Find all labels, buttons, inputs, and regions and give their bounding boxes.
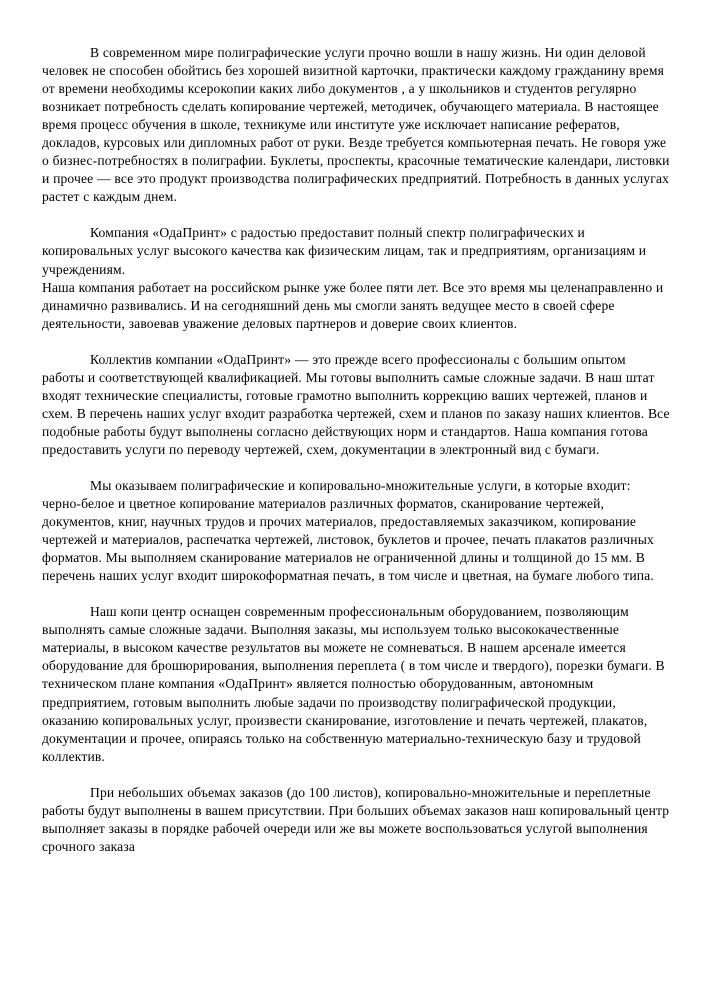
paragraph-spacer xyxy=(42,585,670,603)
paragraph-2-intro: Компания «ОдаПринт» с радостью предоставит полный спектр полиграфических и копировальных услуг высокого качества как физическим лицам, так и предприятиям, организациям и учреждениям. xyxy=(42,225,647,277)
paragraph-5: Наш копи центр оснащен современным профессиональным оборудованием, позволяющим выполнять самые сложные задачи. Выполняя заказы, мы используем только высококачественные материалы, в высоком качестве результатов вы можете не сомневаться. В нашем арсенале имеется оборудование для брошюрирования, выполнения переплета ( в том числе и твердого), порезки бумаги. В техническом плане компания «ОдаПринт» является полностью оборудованным, автономным предприятием, готовым выполнить любые задачи по производству полиграфической продукции, оказанию копировальных услуг, произвести сканирование, изготовление и печать чертежей, плакатов, документации и прочее, опираясь только на собственную материально-техническую базу и трудовой коллектив. xyxy=(42,604,665,764)
paragraph-3: Коллектив компании «ОдаПринт» — это прежде всего профессионалы с большим опытом работы и соответствующей квалификацией. Мы готовы выполнить самые сложные задачи. В наш штат входят технические специалисты, готовые грамотно выполнить коррекцию ваших чертежей, планов и схем. В перечень наших услуг входит разработка чертежей, схем и планов по заказу наших клиентов. Все подобные работы будут выполнены согласно действующих норм и стандартов. Наша компания готова предоставить услуги по переводу чертежей, схем, документации в электронный вид с бумаги. xyxy=(42,351,670,457)
paragraph-spacer xyxy=(42,333,670,351)
paragraph-spacer xyxy=(42,206,670,224)
paragraph-1: В современном мире полиграфические услуги прочно вошли в нашу жизнь. Ни один деловой человек не способен обойтись без хорошей визитной карточки, практически каждому гражданину время от времени необходимы ксерокопии каких либо документов , а у школьников и студентов регулярно возникает потребность сделать копирование чертежей, методичек, обучающего материала. В настоящее время процесс обучения в школе, техникуме или институте уже исключает написание рефератов, докладов, курсовых или дипломных работ от руки. Везде требуется компьютерная печать. Не говоря уже о бизнес-потребностях в полиграфии. Буклеты, проспекты, красочные тематические календари, листовки и прочее — все это продукт производства полиграфических предприятий. Потребность в данных услугах растет с каждым днем. xyxy=(42,45,670,205)
document-text-body xyxy=(42,44,670,856)
paragraph-spacer xyxy=(42,459,670,477)
paragraph-4: Мы оказываем полиграфические и копировально-множительные услуги, в которые входит: черно-белое и цветное копирование материалов различных форматов, сканирование чертежей, документов, книг, научных трудов и прочих материалов, предоставляемых заказчиком, копирование чертежей и материалов, распечатка чертежей, листовок, буклетов и прочее, печать плакатов различных форматов. Мы выполняем сканирование материалов не ограниченной длины и толщиной до 15 мм. В перечень наших услуг входит широкоформатная печать, в том числе и цветная, на бумаге любого типа. xyxy=(42,477,654,584)
paragraph-spacer xyxy=(42,766,670,784)
paragraph-2-continuation: Наша компания работает на российском рынке уже более пяти лет. Все это время мы целенаправленно и динамично развивались. И на сегодняшний день мы смогли занять ведущее место в своей сфере деятельности, завоевав уважение деловых партнеров и доверие своих клиентов. xyxy=(42,279,664,331)
paragraph-6: При небольших объемах заказов (до 100 листов), копировально-множительные и переплетные работы будут выполнены в вашем присутствии. При больших объемах заказов наш копировальный центр выполняет заказы в порядке рабочей очереди или же вы можете воспользоваться услугой выполнения срочного заказа xyxy=(42,784,670,854)
